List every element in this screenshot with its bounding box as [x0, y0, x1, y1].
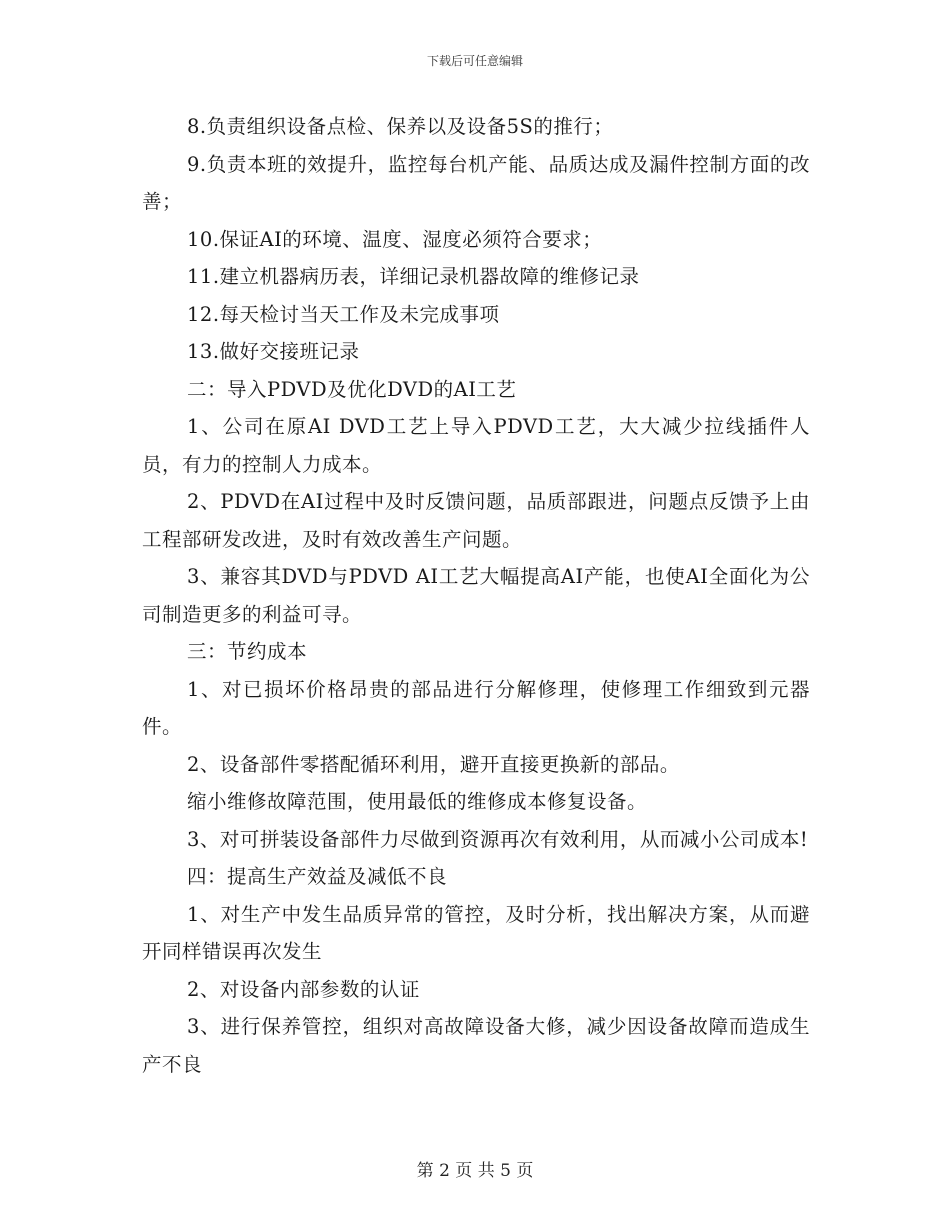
- page-number-footer: 第 2 页 共 5 页: [416, 1161, 534, 1181]
- paragraph: 11.建立机器病历表，详细记录机器故障的维修记录: [187, 265, 640, 288]
- section-heading: 二：导入PDVD及优化DVD的AI工艺: [187, 377, 517, 401]
- paragraph: 8.负责组织设备点检、保养以及设备5S的推行；: [187, 115, 614, 138]
- paragraph: 3、对可拼装设备部件力尽做到资源再次有效利用，从而减小公司成本!: [187, 827, 809, 851]
- document-body: [142, 108, 810, 1083]
- paragraph: 缩小维修故障范围，使用最低的维修成本修复设备。: [187, 790, 648, 813]
- paragraph: 9.负责本班的效提升，监控每台机产能、品质达成及漏件控制方面的改善；: [142, 152, 810, 213]
- paragraph: 2、PDVD在AI过程中及时反馈问题，品质部跟进，问题点反馈予上由工程部研发改进，及时有效改善生产问题。: [142, 490, 810, 551]
- paragraph: 1、对生产中发生品质异常的管控，及时分析，找出解决方案，从而避开同样错误再次发生: [142, 902, 810, 963]
- section-heading: 四：提高生产效益及减低不良: [187, 865, 448, 888]
- paragraph: 1、公司在原AI DVD工艺上导入PDVD工艺，大大减少拉线插件人员，有力的控制人力成本。: [142, 415, 810, 476]
- paragraph: 13.做好交接班记录: [187, 340, 360, 363]
- paragraph: 3、兼容其DVD与PDVD AI工艺大幅提高AI产能，也使AI全面化为公司制造更多的利益可寻。: [142, 565, 810, 626]
- paragraph: 12.每天检讨当天工作及未完成事项: [187, 302, 500, 326]
- section-heading: 三：节约成本: [187, 640, 308, 663]
- paragraph: 10.保证AI的环境、温度、湿度必须符合要求；: [187, 227, 603, 251]
- page-header: 下载后可任意编辑: [426, 54, 523, 68]
- paragraph: 2、设备部件零搭配循环利用，避开直接更换新的部品。: [187, 752, 680, 776]
- paragraph: 3、进行保养管控，组织对高故障设备大修，减少因设备故障而造成生产不良: [142, 1015, 810, 1076]
- paragraph: 2、对设备内部参数的认证: [187, 977, 420, 1001]
- paragraph: 1、对已损坏价格昂贵的部品进行分解修理，使修理工作细致到元器件。: [142, 677, 810, 738]
